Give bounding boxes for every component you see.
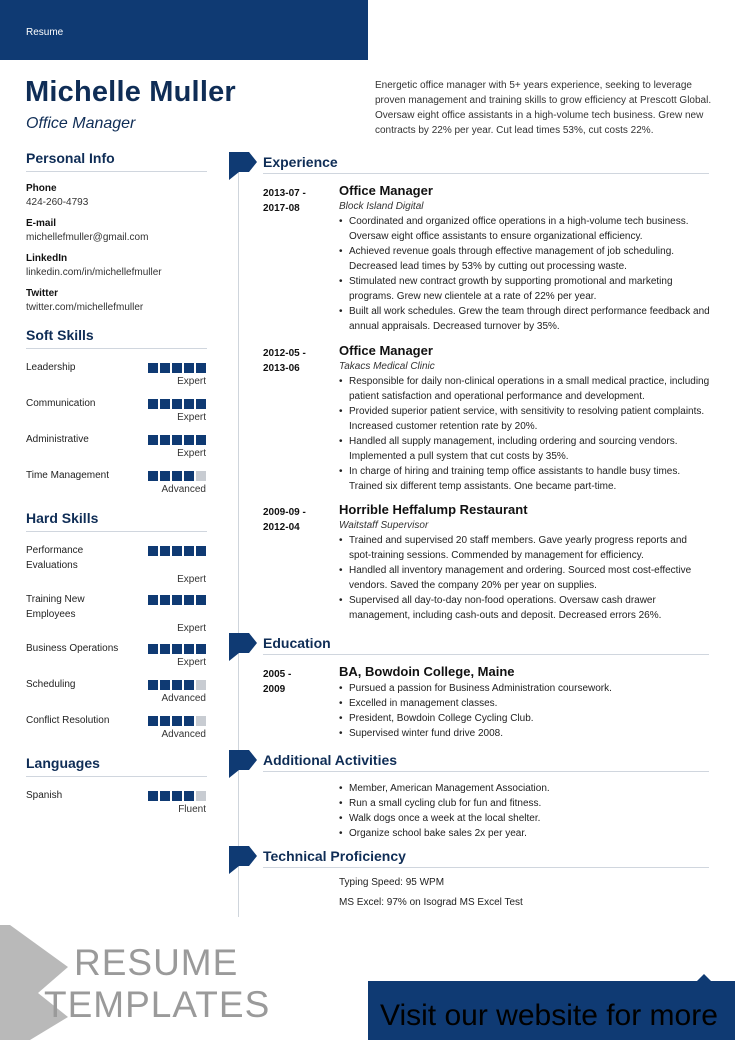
rating-square-filled [184,399,194,409]
rating-square-filled [148,680,158,690]
technical-marker-icon [229,846,255,872]
date-start: 2005 - [263,669,292,680]
skill-rating [148,680,206,690]
bullet-item: • Achieved revenue goals through effective management of job scheduling. Decreased lead times by 53% by cutting out processing waste. [339,244,711,274]
candidate-name: Michelle Muller [25,76,236,108]
bullet-item: • Excelled in management classes. [339,696,711,711]
entry-date [263,505,329,535]
entry-title: Horrible Heffalump Restaurant [339,502,528,517]
left-column [26,150,207,824]
date-end: 2012-04 [263,522,300,533]
phone-value: 424-260-4793 [26,197,89,208]
rating-square-filled [172,471,182,481]
skill-name: Performance Evaluations [26,545,84,571]
entry-body [339,502,711,623]
bullet-item: • Member, American Management Association. [339,781,711,796]
rating-square-filled [148,595,158,605]
rating-square-filled [184,595,194,605]
skill-level: Expert [177,376,206,387]
date-end: 2013-06 [263,363,300,374]
bullet-list [339,681,711,741]
skill-name: Administrative [26,434,89,445]
experience-marker-icon [229,152,255,178]
technical-title: Technical Proficiency [263,848,406,864]
bullet-item: • Run a small cycling club for fun and fitness. [339,796,711,811]
soft-skills-title: Soft Skills [26,327,207,349]
rating-square-filled [160,595,170,605]
typing-speed-text: Typing Speed: 95 WPM [339,877,445,888]
rating-square-filled [184,363,194,373]
rating-square-filled [148,471,158,481]
skill-row [26,360,207,396]
skill-row [26,543,207,592]
skill-name: Scheduling [26,679,76,690]
rating-square-filled [196,363,206,373]
entry-title: BA, Bowdoin College, Maine [339,664,515,679]
personal-info-list [26,183,207,313]
skill-row [26,592,207,641]
technical-rule [263,867,709,868]
experience-rule [263,173,709,174]
rating-square-filled [172,791,182,801]
language-name: Spanish [26,790,63,801]
activities-title: Additional Activities [263,752,398,768]
bullet-list [339,374,711,494]
skill-name: Conflict Resolution [26,715,110,726]
skill-row [26,396,207,432]
entry-date [263,346,329,376]
skill-row [26,432,207,468]
info-label: LinkedIn [26,253,68,264]
skill-level: Advanced [161,484,206,495]
entry-org: Waitstaff Supervisor [339,520,429,531]
entry-org: Takacs Medical Clinic [339,361,435,372]
entry-body [339,343,711,494]
date-start: 2013-07 - [263,188,306,199]
email-value[interactable]: michellefmuller@gmail.com [26,232,149,243]
promo-resume-word: RESUME [74,942,239,983]
twitter-value[interactable]: twitter.com/michellefmuller [26,302,144,313]
profile-summary: Energetic office manager with 5+ years experience, seeking to leverage proven management and training skills to grow efficiency at Prescott Global. Oversaw eight office assistants in a high-volume tech business. Grew new contracts by 22% per year. Cut lead times 53%, cut costs 22%. [375,80,712,136]
skill-level: Expert [177,623,206,634]
timeline-line [238,165,239,917]
rating-square-filled [184,680,194,690]
rating-square-filled [160,471,170,481]
skill-rating [148,471,206,481]
experience-title: Experience [263,154,338,170]
education-rule [263,654,709,655]
rating-square-filled [148,435,158,445]
bullet-item: • Provided superior patient service, with sensitivity to resolving patient complaints. Increased customer retention rate by 20%. [339,404,711,434]
rating-square-filled [160,399,170,409]
soft-skills-list [26,360,207,504]
bullet-item: • Supervised winter fund drive 2008. [339,726,711,741]
skill-name: Communication [26,398,96,409]
linkedin-value[interactable]: linkedin.com/in/michellefmuller [26,267,162,278]
rating-square-filled [148,399,158,409]
bullet-list [339,781,711,841]
rating-square-filled [160,363,170,373]
entry-title: Office Manager [339,343,433,358]
skill-rating [148,644,206,654]
skill-rating [148,595,206,605]
education-title: Education [263,635,331,651]
skill-name: Time Management [26,470,109,481]
skill-name: Business Operations [26,643,119,654]
hard-skills-list [26,543,207,749]
rating-square-filled [172,435,182,445]
bullet-item: • Organize school bake sales 2x per year. [339,826,711,841]
skill-row [26,677,207,713]
skill-name: Training New Employees [26,594,85,620]
rating-square-filled [184,471,194,481]
skill-level: Expert [177,412,206,423]
bullet-list [339,533,711,623]
date-start: 2009-09 - [263,507,306,518]
date-end: 2009 [263,684,286,695]
bullet-item: • In charge of hiring and training temp office assistants to handle busy times. Trained six different temp assistants. One became part-time. [339,464,711,494]
rating-square-filled [196,435,206,445]
skill-row [26,641,207,677]
rating-square-empty [196,716,206,726]
rating-square-empty [196,791,206,801]
date-start: 2012-05 - [263,348,306,359]
bullet-list [339,214,711,334]
header-bar [0,0,368,60]
entry-date [263,186,329,216]
skill-level: Expert [177,657,206,668]
bullet-item: • Walk dogs once a week at the local shelter. [339,811,711,826]
rating-square-filled [160,716,170,726]
skill-rating [148,716,206,726]
bullet-item: • Trained and supervised 20 staff members. Gave yearly progress reports and spot-training sessions. Commended by management for efficiency. [339,533,711,563]
languages-list [26,788,207,824]
bullet-item: • President, Bowdoin College Cycling Club. [339,711,711,726]
candidate-job-title: Office Manager [26,115,136,132]
rating-square-filled [172,595,182,605]
activities-marker-icon [229,750,255,776]
rating-square-filled [148,546,158,556]
bullet-item: • Supervised all day-to-day non-food operations. Oversaw cash drawer management, including cash-outs and deposit. Decreased errors 26%. [339,593,711,623]
rating-square-filled [160,546,170,556]
rating-square-empty [196,471,206,481]
language-row [26,788,207,824]
skill-rating [148,435,206,445]
ms-excel-text: MS Excel: 97% on Isograd MS Excel Test [339,897,523,908]
rating-square-filled [148,716,158,726]
rating-square-filled [148,791,158,801]
skill-row [26,468,207,504]
rating-square-filled [184,546,194,556]
rating-square-filled [196,644,206,654]
rating-square-filled [172,680,182,690]
rating-square-filled [196,546,206,556]
date-end: 2017-08 [263,203,300,214]
bullet-item: • Stimulated new contract growth by supporting promotional and marketing programs. Grew new clientele at a rate of 22% per year. [339,274,711,304]
rating-square-filled [160,680,170,690]
education-marker-icon [229,633,255,659]
skill-name: Leadership [26,362,76,373]
entry-date [263,667,329,697]
rating-square-filled [172,363,182,373]
rating-square-filled [184,435,194,445]
entry-body [339,779,711,841]
rating-square-filled [148,644,158,654]
skill-level: Advanced [161,729,206,740]
skill-level: Expert [177,448,206,459]
activities-rule [263,771,709,772]
rating-square-filled [172,399,182,409]
resume-label: Resume [26,27,64,38]
hard-skills-title: Hard Skills [26,510,207,532]
rating-square-filled [184,644,194,654]
rating-square-filled [148,363,158,373]
bullet-item: • Handled all inventory management and ordering. Sourced most cost-effective vendors. Saved the company 20% per year on supplies. [339,563,711,593]
skill-rating [148,399,206,409]
rating-square-filled [160,644,170,654]
bullet-item: • Pursued a passion for Business Administration coursework. [339,681,711,696]
rating-square-filled [196,595,206,605]
language-level: Fluent [178,804,206,815]
info-label: E-mail [26,218,57,229]
rating-square-filled [160,791,170,801]
language-rating [148,791,206,801]
info-label: Phone [26,183,57,194]
skill-level: Expert [177,574,206,585]
skill-rating [148,546,206,556]
rating-square-filled [160,435,170,445]
entry-body [339,183,711,334]
rating-square-empty [196,680,206,690]
visit-website-banner[interactable] [368,981,735,1040]
skill-rating [148,363,206,373]
skill-level: Advanced [161,693,206,704]
bullet-item: • Built all work schedules. Grew the team through direct performance feedback and annual appraisals. Decreased turnover by 35%. [339,304,711,334]
personal-info-title: Personal Info [26,150,207,172]
entry-org: Block Island Digital [339,201,424,212]
rating-square-filled [172,644,182,654]
rating-square-filled [184,716,194,726]
bullet-item: • Responsible for daily non-clinical operations in a small medical practice, including patient satisfaction and operational performance and development. [339,374,711,404]
entry-body [339,664,711,741]
bullet-item: • Handled all supply management, including ordering and sourcing vendors. Implemented a pull system that cut costs by 35%. [339,434,711,464]
rating-square-filled [196,399,206,409]
visit-website-text[interactable]: Visit our website for more [380,999,718,1032]
skill-row [26,713,207,749]
entry-title: Office Manager [339,183,433,198]
info-label: Twitter [26,288,59,299]
rating-square-filled [184,791,194,801]
rating-square-filled [172,546,182,556]
languages-title: Languages [26,755,207,777]
promo-templates-word: TEMPLATES [44,984,271,1025]
rating-square-filled [172,716,182,726]
bullet-item: • Coordinated and organized office operations in a high-volume tech business. Oversaw eight office assistants to ensure organizational efficiency. [339,214,711,244]
